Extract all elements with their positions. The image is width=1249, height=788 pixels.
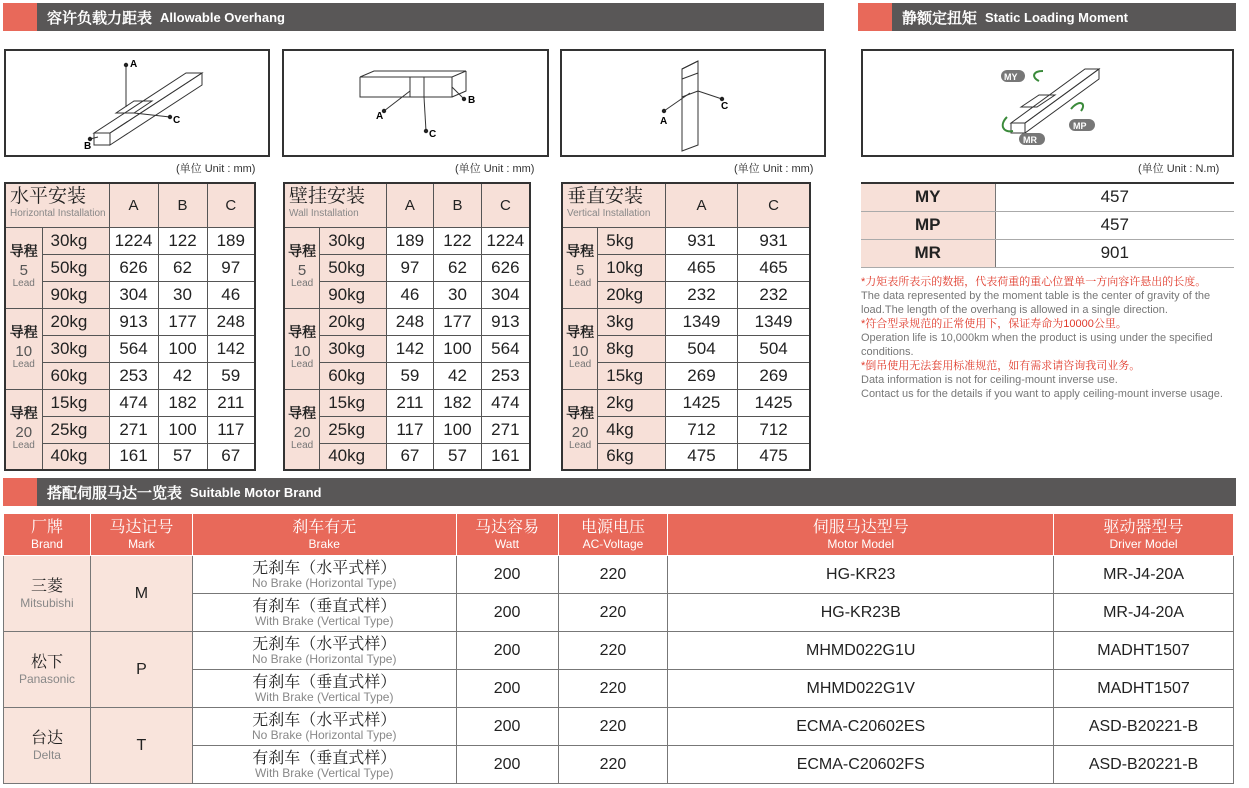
value-cell: 46 [386,281,434,308]
section-title-en: Allowable Overhang [160,9,285,25]
value-cell: 269 [665,362,737,389]
table-row [4,708,1234,746]
note-3-en-1: Data information is not for ceiling-mount inverse use. [861,374,1118,386]
load-cell: 90kg [42,281,109,308]
motor-model-cell: ECMA-C20602FS [668,746,1054,784]
value-cell: 97 [386,254,434,281]
column-header: B [434,183,482,227]
brand-en: Mitsubishi [20,595,74,610]
value-cell: 100 [434,416,482,443]
load-cell: 8kg [598,335,666,362]
lead-label-cn: 导程 [566,324,595,340]
brake-en: No Brake (Horizontal Type) [251,651,397,666]
watt-cell: 200 [456,708,558,746]
value-cell: 712 [665,416,737,443]
load-cell: 20kg [598,281,666,308]
lead-cell [5,308,42,389]
load-cell: 10kg [598,254,666,281]
label-c: C [429,129,437,140]
table-title-en: Horizontal Installation [10,208,106,219]
lead-cell [562,389,598,470]
brake-cn: 无刹车（水平式样） [252,635,397,653]
value-cell: 1349 [665,308,737,335]
load-cell: 40kg [320,443,386,470]
value-cell: 97 [207,254,255,281]
table-title [284,183,386,227]
lead-label-en: Lead [290,278,314,289]
overhang-table-horizontal [4,182,256,471]
note-3-en-2: Contact us for the details if you want to apply ceiling-mount inverse usage. [861,388,1223,400]
label-b: B [84,141,92,152]
value-cell: 42 [434,362,482,389]
brake-en: With Brake (Vertical Type) [254,765,394,780]
lead-label-en: Lead [290,359,314,370]
driver-model-cell: MADHT1507 [1054,670,1234,708]
brand-cn: 台达 [30,729,63,747]
lead-label-en: Lead [12,278,35,289]
note-2-cn: *符合型录规范的正常使用下，保证寿命为10000公里。 [861,318,1127,330]
load-cell: 40kg [42,443,109,470]
label-a: A [660,116,668,127]
lead-cell [284,389,320,470]
note-2-en: Operation life is 10,000km when the product is using under the specified conditions. [861,332,1213,358]
value-cell: 42 [158,362,207,389]
value-cell: 100 [434,335,482,362]
value-cell: 30 [158,281,207,308]
value-cell: 913 [109,308,158,335]
motor-table [3,513,1234,784]
brand-cell [4,708,91,784]
lead-value: 10 [15,343,33,360]
value-cell: 189 [207,227,255,254]
table-title-en: Vertical Installation [567,208,651,219]
load-cell: 20kg [320,308,386,335]
moment-key: MY [861,183,995,211]
brake-cell [192,708,456,746]
load-cell: 50kg [320,254,386,281]
note-1-cn: *力矩表所表示的数据，代表荷重的重心位置单一方向容许悬出的长度。 [861,276,1207,288]
label-my: MY [1004,72,1018,82]
header-en: Driver Model [1109,536,1178,551]
lead-label-en: Lead [12,359,35,370]
motor-model-cell: ECMA-C20602ES [668,708,1054,746]
moment-value: 901 [995,239,1234,267]
driver-model-cell: MR-J4-20A [1054,594,1234,632]
value-cell: 271 [481,416,530,443]
section-header-static [858,3,1236,31]
voltage-cell: 220 [558,632,668,670]
load-cell: 15kg [598,362,666,389]
lead-cell [5,227,42,308]
motor-model-cell: MHMD022G1U [668,632,1054,670]
load-cell: 25kg [320,416,386,443]
value-cell: 248 [207,308,255,335]
value-cell: 46 [207,281,255,308]
brand-en: Delta [32,747,61,762]
value-cell: 253 [109,362,158,389]
value-cell: 142 [386,335,434,362]
lead-label-en: Lead [290,439,314,451]
value-cell: 211 [207,389,255,416]
load-cell: 30kg [320,335,386,362]
brake-cell [192,746,456,784]
load-cell: 60kg [320,362,386,389]
header-cn: 电源电压 [580,518,645,536]
label-a: A [376,111,384,122]
value-cell: 253 [481,362,530,389]
brake-en: With Brake (Vertical Type) [254,689,394,704]
table-title [5,183,109,227]
lead-value: 5 [297,262,307,279]
motor-model-cell: HG-KR23B [668,594,1054,632]
lead-label-cn: 导程 [566,404,595,421]
header-voltage [558,514,668,556]
value-cell: 161 [109,443,158,470]
value-cell: 1425 [665,389,737,416]
notes-block [861,275,1237,401]
moment-illustration [863,51,1232,155]
value-cell: 931 [738,227,810,254]
value-cell: 626 [109,254,158,281]
value-cell: 232 [665,281,737,308]
lead-label-cn: 导程 [566,243,595,259]
driver-model-cell: MADHT1507 [1054,632,1234,670]
value-cell: 474 [481,389,530,416]
load-cell: 30kg [42,227,109,254]
section-header-motor [3,478,1236,506]
section-title-en: Suitable Motor Brand [190,484,322,500]
wall-install-illustration [284,51,547,155]
column-header: C [738,183,810,227]
section-accent [3,478,37,506]
unit-label: (单位 Unit : N.m) [1138,163,1220,175]
brand-cell [4,632,91,708]
lead-label-cn: 导程 [9,243,38,259]
load-cell: 6kg [598,443,666,470]
lead-label-cn: 导程 [9,324,38,340]
lead-label-cn: 导程 [288,243,317,259]
table-title-cn: 壁挂安装 [289,186,366,207]
load-cell: 90kg [320,281,386,308]
header-cn: 马达容易 [475,518,540,536]
brake-cn: 有刹车（垂直式样） [252,597,397,615]
lead-value: 5 [575,262,585,279]
value-cell: 304 [481,281,530,308]
section-title-cn: 搭配伺服马达一览表 [47,483,183,502]
column-header: A [665,183,737,227]
diagram-moment [861,49,1234,157]
lead-value: 20 [293,423,311,441]
section-header-overhang [3,3,824,31]
diagram-vertical [560,49,826,157]
header-en: Mark [128,536,155,551]
value-cell: 712 [738,416,810,443]
value-cell: 269 [738,362,810,389]
header-watt [456,514,558,556]
value-cell: 177 [434,308,482,335]
voltage-cell: 220 [558,708,668,746]
moment-table [861,182,1234,268]
table-title [562,183,665,227]
value-cell: 475 [738,443,810,470]
header-motor-model [668,514,1054,556]
value-cell: 67 [207,443,255,470]
vertical-install-illustration [562,51,824,155]
value-cell: 474 [109,389,158,416]
header-en: AC-Voltage [582,536,644,551]
brake-cell [192,594,456,632]
value-cell: 1425 [738,389,810,416]
value-cell: 67 [386,443,434,470]
watt-cell: 200 [456,556,558,594]
value-cell: 475 [665,443,737,470]
table-row [4,556,1234,594]
section-title-en: Static Loading Moment [985,9,1129,25]
brand-cn: 松下 [30,653,63,671]
moment-value: 457 [995,183,1234,211]
value-cell: 100 [158,335,207,362]
brake-cell [192,632,456,670]
value-cell: 30 [434,281,482,308]
lead-label-en: Lead [569,359,592,370]
header-cn: 刹车有无 [292,518,357,536]
value-cell: 59 [386,362,434,389]
mark-cell: M [90,556,192,632]
moment-key: MR [861,239,995,267]
value-cell: 62 [158,254,207,281]
overhang-table-vertical [561,182,811,471]
value-cell: 626 [481,254,530,281]
load-cell: 20kg [42,308,109,335]
lead-cell [284,227,320,308]
section-title-cn: 静额定扭矩 [902,8,978,27]
mark-cell: P [90,632,192,708]
lead-cell [284,308,320,389]
brake-cn: 有刹车（垂直式样） [252,749,397,767]
value-cell: 1224 [109,227,158,254]
value-cell: 564 [109,335,158,362]
value-cell: 211 [386,389,434,416]
section-accent [3,3,37,31]
value-cell: 465 [738,254,810,281]
moment-value: 457 [995,211,1234,239]
value-cell: 57 [158,443,207,470]
label-c: C [721,101,729,112]
lead-label-en: Lead [12,439,35,451]
lead-value: 10 [293,343,311,360]
value-cell: 59 [207,362,255,389]
table-title-cn: 水平安装 [10,186,87,207]
brake-en: With Brake (Vertical Type) [254,613,394,628]
brand-en: Panasonic [18,671,75,686]
voltage-cell: 220 [558,746,668,784]
value-cell: 913 [481,308,530,335]
driver-model-cell: ASD-B20221-B [1054,746,1234,784]
load-cell: 60kg [42,362,109,389]
brake-cell [192,670,456,708]
header-en: Motor Model [827,536,895,551]
brake-en: No Brake (Horizontal Type) [251,727,397,742]
load-cell: 50kg [42,254,109,281]
header-driver-model [1054,514,1234,556]
value-cell: 57 [434,443,482,470]
overhang-table-wall [283,182,531,471]
brand-cell [4,556,91,632]
value-cell: 232 [738,281,810,308]
load-cell: 2kg [598,389,666,416]
column-header: C [207,183,255,227]
unit-label: (单位 Unit : mm) [455,163,535,175]
column-header: A [386,183,434,227]
brake-cn: 有刹车（垂直式样） [252,673,397,691]
diagram-horizontal [4,49,270,157]
brake-cn: 无刹车（水平式样） [252,559,397,577]
value-cell: 271 [109,416,158,443]
load-cell: 15kg [320,389,386,416]
column-header: B [158,183,207,227]
header-en: Watt [494,536,520,551]
header-en: Brand [30,536,63,551]
value-cell: 182 [434,389,482,416]
note-1-en: The data represented by the moment table is the center of gravity of the load.The length of the overhang is allowed in a single direction. [861,290,1211,316]
value-cell: 1224 [481,227,530,254]
brake-cn: 无刹车（水平式样） [252,711,397,729]
value-cell: 248 [386,308,434,335]
table-row [4,632,1234,670]
value-cell: 100 [158,416,207,443]
load-cell: 4kg [598,416,666,443]
header-cn: 驱动器型号 [1103,518,1184,536]
lead-value: 5 [19,262,28,279]
watt-cell: 200 [456,632,558,670]
driver-model-cell: ASD-B20221-B [1054,708,1234,746]
header-mark [90,514,192,556]
lead-value: 20 [571,423,589,441]
value-cell: 304 [109,281,158,308]
unit-label: (单位 Unit : mm) [734,163,814,175]
moment-key: MP [861,211,995,239]
lead-label-en: Lead [569,278,592,289]
watt-cell: 200 [456,670,558,708]
voltage-cell: 220 [558,594,668,632]
label-a: A [130,59,138,70]
value-cell: 465 [665,254,737,281]
lead-label-cn: 导程 [288,404,317,421]
watt-cell: 200 [456,594,558,632]
lead-value: 10 [571,343,589,360]
unit-label: (单位 Unit : mm) [176,163,256,175]
header-en: Brake [308,536,340,551]
value-cell: 117 [207,416,255,443]
lead-cell [562,308,598,389]
label-c: C [173,115,181,126]
header-brand [4,514,91,556]
header-cn: 马达记号 [109,518,174,536]
mark-cell: T [90,708,192,784]
load-cell: 5kg [598,227,666,254]
watt-cell: 200 [456,746,558,784]
value-cell: 504 [738,335,810,362]
brand-cn: 三菱 [30,577,63,595]
lead-value: 20 [15,423,33,441]
table-title-en: Wall Installation [289,208,359,219]
driver-model-cell: MR-J4-20A [1054,556,1234,594]
value-cell: 564 [481,335,530,362]
load-cell: 15kg [42,389,109,416]
horizontal-install-illustration [6,51,268,155]
column-header: C [481,183,530,227]
load-cell: 25kg [42,416,109,443]
value-cell: 189 [386,227,434,254]
brake-en: No Brake (Horizontal Type) [251,575,397,590]
label-mr: MR [1023,135,1037,145]
value-cell: 62 [434,254,482,281]
column-header: A [109,183,158,227]
section-accent [858,3,892,31]
value-cell: 122 [434,227,482,254]
lead-label-cn: 导程 [9,404,38,421]
voltage-cell: 220 [558,670,668,708]
value-cell: 142 [207,335,255,362]
value-cell: 117 [386,416,434,443]
table-title-cn: 垂直安装 [567,186,644,207]
load-cell: 30kg [320,227,386,254]
value-cell: 122 [158,227,207,254]
value-cell: 161 [481,443,530,470]
motor-model-cell: HG-KR23 [668,556,1054,594]
section-title-cn: 容许负载力距表 [47,8,153,27]
load-cell: 3kg [598,308,666,335]
lead-label-en: Lead [569,439,592,451]
voltage-cell: 220 [558,556,668,594]
diagram-wall [282,49,549,157]
brake-cell [192,556,456,594]
value-cell: 1349 [738,308,810,335]
value-cell: 182 [158,389,207,416]
label-b: B [468,95,476,106]
header-cn: 伺服马达型号 [812,518,909,536]
motor-model-cell: MHMD022G1V [668,670,1054,708]
value-cell: 504 [665,335,737,362]
header-cn: 厂牌 [30,518,63,536]
value-cell: 177 [158,308,207,335]
note-3-cn: *倒吊使用无法套用标准规范，如有需求请咨询我司业务。 [861,360,1141,372]
value-cell: 931 [665,227,737,254]
lead-label-cn: 导程 [288,324,317,340]
label-mp: MP [1073,121,1087,131]
load-cell: 30kg [42,335,109,362]
lead-cell [562,227,598,308]
lead-cell [5,389,42,470]
header-brake [192,514,456,556]
